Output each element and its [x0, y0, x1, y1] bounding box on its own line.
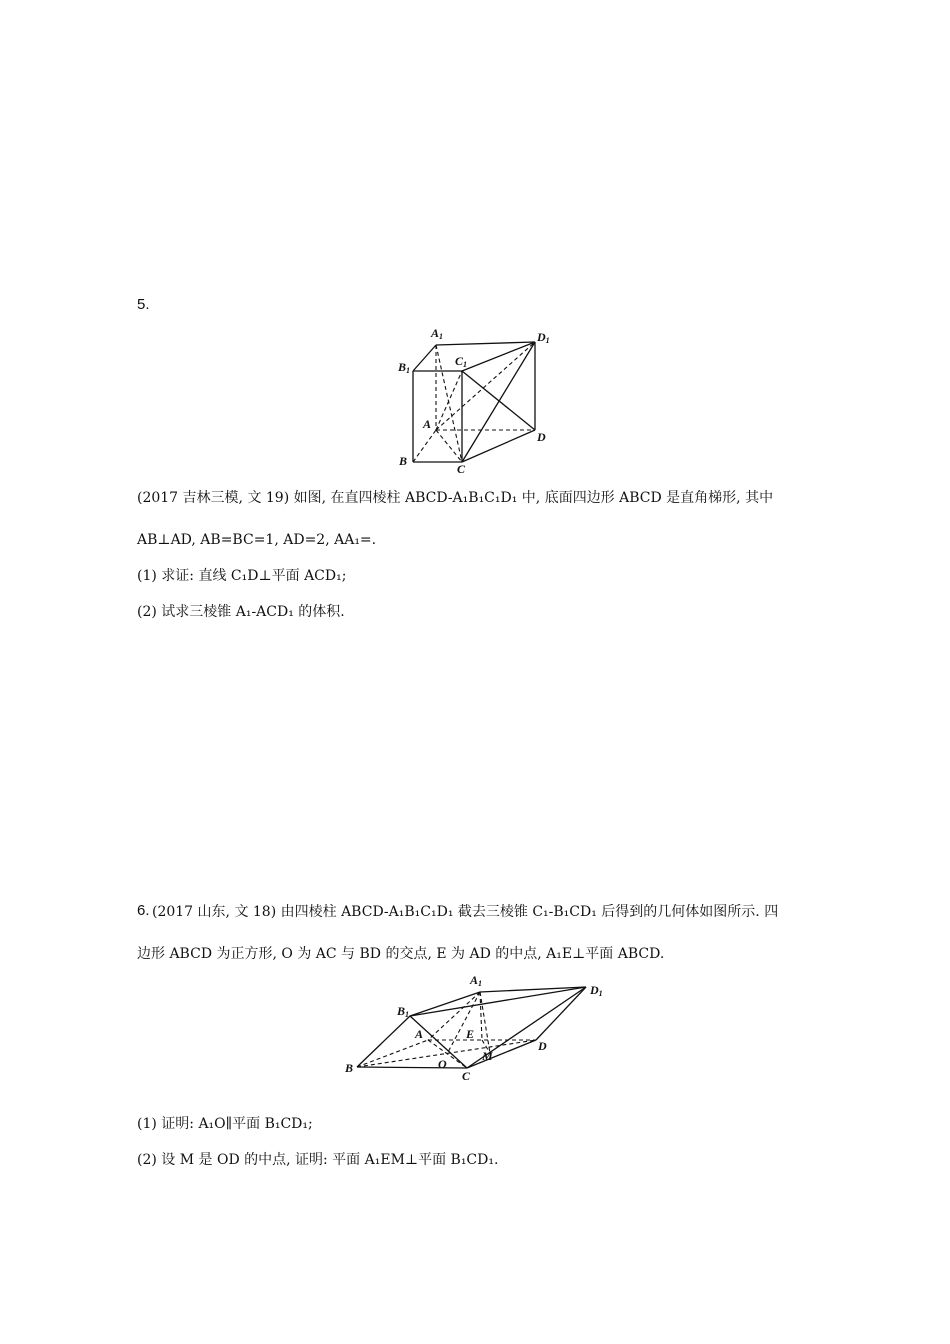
- label-D: D: [538, 1039, 547, 1053]
- label-O: O: [438, 1057, 447, 1071]
- label-C1: C1: [455, 354, 468, 369]
- label-C: C: [457, 462, 466, 475]
- label-A: A: [415, 1027, 424, 1041]
- label-D1: D1: [590, 983, 603, 998]
- label-D: D: [537, 430, 546, 444]
- label-B1: B1: [398, 360, 411, 375]
- problem-6-line2: 边形 ABCD 为正方形, O 为 AC 与 BD 的交点, E 为 AD 的中点, A₁E⊥平面 ABCD.: [137, 946, 665, 962]
- label-D1: D1: [537, 330, 550, 345]
- problem-5-line2: AB⊥AD, AB=BC=1, AD=2, AA₁=.: [137, 532, 377, 548]
- label-A1: A1: [431, 326, 444, 341]
- label-A: A: [423, 417, 432, 431]
- label-B: B: [399, 454, 408, 468]
- problem-5-question-1: (1) 求证: 直线 C₁D⊥平面 ACD₁;: [137, 568, 347, 584]
- label-B1: B1: [397, 1004, 410, 1019]
- problem-5-line1: (2017 吉林三模, 文 19) 如图, 在直四棱柱 ABCD-A₁B₁C₁D₁ 中, 底面四边形 ABCD 是直角梯形, 其中: [137, 490, 774, 506]
- problem-6-question-1: (1) 证明: A₁O∥平面 B₁CD₁;: [137, 1116, 313, 1132]
- label-B: B: [345, 1061, 354, 1075]
- problem-5-number: 5.: [137, 296, 150, 313]
- problem-6-figure: [340, 972, 620, 1087]
- label-C: C: [462, 1069, 471, 1083]
- label-A1: A1: [470, 973, 483, 988]
- problem-5-question-2: (2) 试求三棱锥 A₁-ACD₁ 的体积.: [137, 604, 345, 620]
- problem-6-line1: (2017 山东, 文 18) 由四棱柱 ABCD-A₁B₁C₁D₁ 截去三棱锥 C₁-B₁CD₁ 后得到的几何体如图所示. 四: [152, 904, 779, 920]
- problem-6-number: 6.: [137, 902, 150, 919]
- problem-6-question-2: (2) 设 M 是 OD 的中点, 证明: 平面 A₁EM⊥平面 B₁CD₁.: [137, 1152, 499, 1168]
- label-M: M: [482, 1049, 493, 1063]
- label-E: E: [466, 1027, 475, 1041]
- problem-5-figure: [395, 325, 560, 475]
